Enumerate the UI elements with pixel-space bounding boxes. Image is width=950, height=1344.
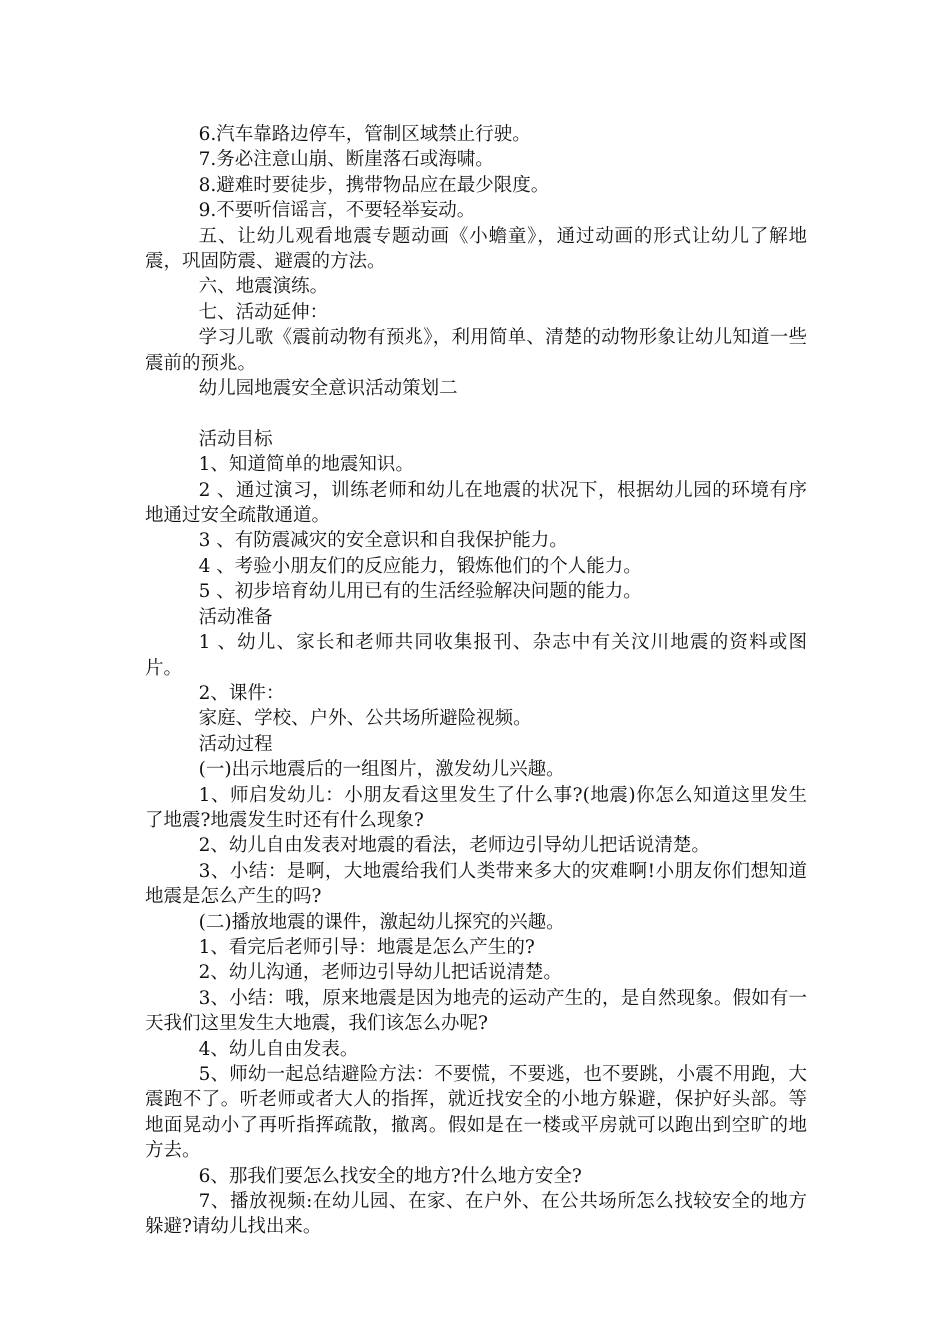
section-heading: 七、活动延伸： xyxy=(198,301,329,323)
list-item: 3 、有防震减灾的安全意识和自我保护能力。 xyxy=(198,530,568,552)
list-item: 2、幼儿自由发表对地震的看法，老师边引导幼儿把话说清楚。 xyxy=(198,835,710,857)
section-heading: 活动目标 xyxy=(198,428,273,450)
paragraph: 家庭、学校、户外、公共场所避险视频。 xyxy=(198,708,532,730)
section-heading: 活动准备 xyxy=(198,606,273,628)
list-item: 7.务必注意山崩、断崖落石或海啸。 xyxy=(198,149,494,171)
section-heading: 六、地震演练。 xyxy=(198,276,329,298)
document-title: 幼儿园地震安全意识活动策划二 xyxy=(198,378,458,400)
list-item: 3、小结：是啊，大地震给我们人类带来多大的灾难啊!小朋友你们想知道地震是怎么产生的吗? xyxy=(145,860,807,908)
paragraph: 学习儿歌《震前动物有预兆》，利用简单、清楚的动物形象让幼儿知道一些震前的预兆。 xyxy=(145,327,807,374)
list-item: 6、那我们要怎么找安全的地方?什么地方安全? xyxy=(198,1165,582,1187)
list-item: 1 、幼儿、家长和老师共同收集报刊、杂志中有关汶川地震的资料或图片。 xyxy=(145,632,807,679)
list-item: (二)播放地震的课件，激起幼儿探究的兴趣。 xyxy=(198,911,565,933)
list-item: 9.不要听信谣言，不要轻举妄动。 xyxy=(198,200,476,222)
list-item: 4、幼儿自由发表。 xyxy=(198,1038,359,1060)
list-item: 2、课件： xyxy=(198,682,285,704)
list-item: 2、幼儿沟通，老师边引导幼儿把话说清楚。 xyxy=(198,962,562,984)
list-item: 1、看完后老师引导：地震是怎么产生的? xyxy=(198,936,535,958)
document-body xyxy=(145,122,807,1240)
list-item: 7、播放视频:在幼儿园、在家、在户外、在公共场所怎么找较安全的地方躲避?请幼儿找出来。 xyxy=(145,1191,807,1238)
blank-line xyxy=(145,401,807,426)
list-item: (一)出示地震后的一组图片，激发幼儿兴趣。 xyxy=(198,759,565,781)
list-item: 8.避难时要徒步，携带物品应在最少限度。 xyxy=(198,174,550,196)
section-heading: 活动过程 xyxy=(198,733,273,755)
list-item: 1、知道简单的地震知识。 xyxy=(198,454,414,476)
list-item: 6.汽车靠路边停车，管制区域禁止行驶。 xyxy=(198,124,531,145)
list-item: 1、师启发幼儿：小朋友看这里发生了什么事?(地震)你怎么知道这里发生了地震?地震发生时还有什么现象? xyxy=(145,784,807,831)
paragraph: 五、让幼儿观看地震专题动画《小蟾童》，通过动画的形式让幼儿了解地震，巩固防震、避震的方法。 xyxy=(145,225,807,273)
list-item: 2 、通过演习，训练老师和幼儿在地震的状况下，根据幼儿园的环境有序地通过安全疏散通道。 xyxy=(145,479,807,527)
list-item: 3、小结：哦，原来地震是因为地壳的运动产生的，是自然现象。假如有一天我们这里发生大地震，我们该怎么办呢? xyxy=(145,987,807,1035)
list-item: 5、师幼一起总结避险方法：不要慌，不要逃，也不要跳，小震不用跑，大震跑不了。听老师或者大人的指挥，就近找安全的小地方躲避，保护好头部。等地面晃动小了再听指挥疏散，撤离。假如是在一楼或平房就可以跑出到空旷的地方去。 xyxy=(145,1064,807,1162)
list-item: 4 、考验小朋友们的反应能力，锻炼他们的个人能力。 xyxy=(198,555,642,577)
list-item: 5 、初步培育幼儿用已有的生活经验解决问题的能力。 xyxy=(198,581,642,603)
